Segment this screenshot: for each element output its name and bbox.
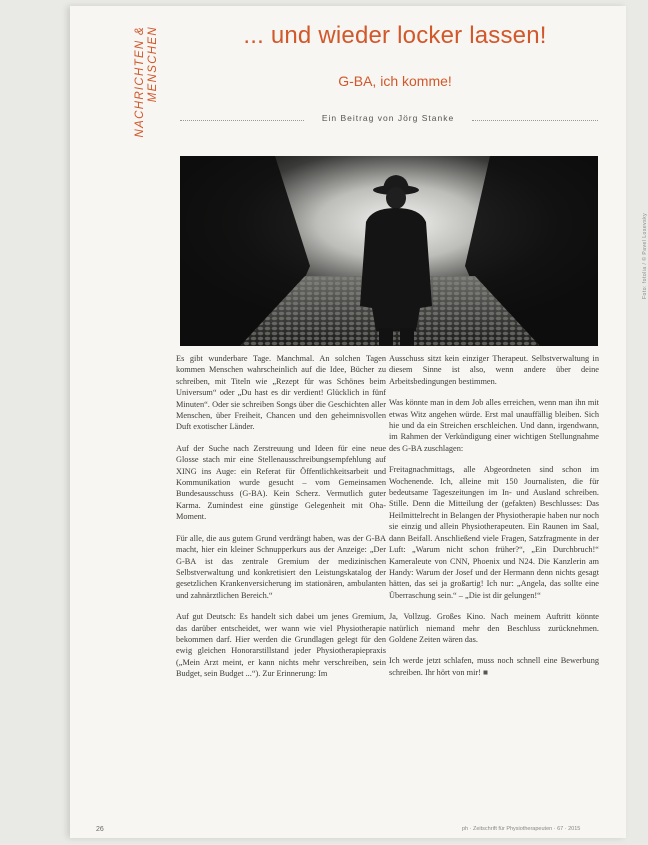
section-label-line2: MENSCHEN [147, 26, 159, 103]
closing-paragraph [389, 655, 599, 678]
paragraph: Auf gut Deutsch: Es handelt sich dabei um jenes Gremium, das darüber entscheidet, wer wann wie viel Physiotherapie bekommen darf. Hier werden die Grundlagen gelegt für den ewig gleichen Honorarstillstand jeder Physiotherapiepraxis („Mein Arzt meint, er kann nichts mehr verschreiben, sein Budget, sein Budget ...“). Zur Erinnerung: Im [176, 612, 386, 679]
section-label [134, 26, 170, 176]
article-subtitle: G-BA, ich komme! [338, 73, 452, 89]
article-column-right [389, 353, 599, 688]
paragraph: Ausschuss sitzt kein einziger Therapeut. Selbstverwaltung in diesem Sinne ist also, wenn andere über deine Arbeitsbedingungen bestimmen. [389, 354, 599, 386]
man-in-hat-alley-image [180, 156, 598, 346]
closing-text: Ich werde jetzt schlafen, muss noch schnell eine Bewerbung schreiben. Ihr hört von mir! [389, 656, 599, 677]
section-label-line1: NACHRICHTEN & [134, 26, 146, 138]
paragraph: Was könnte man in dem Job alles erreichen, wenn man ihn mit etwas Witz angehen würde. Erst mal unauffällig bleiben. Sich hie und da ein Streichen erschleichen. Und dann, irgendwann, im Rahmen der Verkündigung einer wichtigen Stellungnahme des G-BA zuschlagen: [389, 398, 599, 453]
paragraph: Es gibt wunderbare Tage. Manchmal. An solchen Tagen kommen Menschen wahrscheinlich auf die Idee, Bücher zu schreiben, mit Titeln wie „Rezept für was Schönes beim Universum“ oder „Du hast es dir verdient! Glücklich in fünf Minuten“. Oder sie schreiben Songs über die Geschichten aller Menschen, über Freiheit, Chancen und den geheimnisvollen Duft exotischer Länder. [176, 354, 386, 432]
byline-rule-left [180, 120, 304, 121]
author-byline: Ein Beitrag von Jörg Stanke [321, 113, 455, 123]
magazine-footer: ph · Zeitschrift für Physiotherapeuten · 67 · 2015 [462, 826, 581, 832]
byline-rule-right [472, 120, 598, 121]
article-column-left [176, 353, 386, 690]
paragraph: Ja, Vollzug. Großes Kino. Nach meinem Auftritt könnte natürlich niemand mehr den Beschluss zurücknehmen. Goldene Zeiten wären das. [389, 612, 599, 644]
end-mark-icon: ■ [483, 667, 489, 677]
article-photo [180, 156, 648, 346]
article-title: ... und wieder locker lassen! [243, 22, 547, 49]
page-number: 26 [96, 826, 104, 833]
paragraph: Auf der Suche nach Zerstreuung und Ideen für eine neue Glosse stach mir eine Stellenausschreibungsempfehlung auf XING ins Auge: ein Referat für Öffentlichkeitsarbeit und Kommunikation wurde gesucht – vom Gemeinsamen Bundesausschuss (G-BA). Kein Scherz. Vermutlich guter Karma. Zumindest eine günstige Gelegenheit mit Oha-Moment. [176, 443, 386, 522]
photo-credit: Foto: fotolia / © Pavel Losevsky [642, 212, 648, 299]
byline-row [180, 113, 598, 127]
paragraph: Für alle, die aus gutem Grund verdrängt haben, was der G-BA macht, hier ein kleiner Schnupperkurs aus der Anzeige: „Der G-BA ist das zentrale Gremium der medizinischen Selbstverwaltung und konkretisiert den Leistungskatalog der gesetzlichen Krankenversicherung im stationären, ambulanten und zahnärztlichen Bereich.“ [176, 533, 386, 600]
paragraph: Freitagnachmittags, alle Abgeordneten sind schon im Wochenende. Ich, alleine mit 150 Journalisten, die für bedeutsame Tageszeitungen im In- und Ausland schreiben. Stille. Denn die Mitteilung der (gefakten) Beschlusses: Das Heilmittelrecht in Belangen der Physiotherapie haben nur noch sie einzig und allein Physiotherapeuten. Ein Raunen im Saal, dann Beifall. Anschließend viele Fragen, Satzfragmente in der Luft: „Warum nicht schon früher?“, „Ein Durchbruch!“ Kameraleute von CNN, Phoenix und N24. Die Kanzlerin am Handy: Warum der Josef und der Hermann denn nichts gesagt hätten, das sei ja großartig! Ich nur: „Angela, das sollte eine Überraschung sein.“ – „Die ist dir gelungen!“ [389, 465, 599, 600]
